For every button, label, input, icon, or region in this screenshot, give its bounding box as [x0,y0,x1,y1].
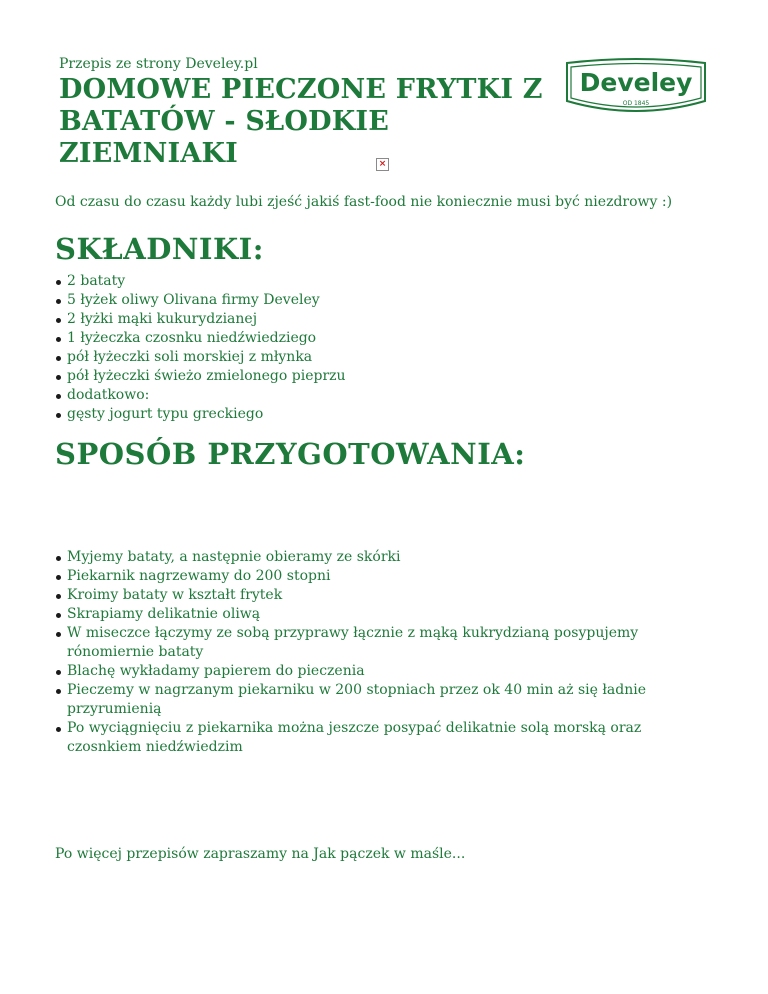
recipe-title-line2: BATATÓW - SŁODKIE ZIEMNIAKI [59,106,389,169]
ingredients-heading: SKŁADNIKI: [55,232,264,266]
list-item: 5 łyżek oliwy Olivana firmy Develey [55,291,475,310]
recipe-title [59,74,559,170]
list-item: Pieczemy w nagrzanym piekarniku w 200 stopniach przez ok 40 min aż się ładnie przyrumienią [55,681,655,719]
broken-image-icon: × [376,158,389,171]
recipe-title-line1: DOMOWE PIECZONE FRYTKI Z [59,74,543,105]
list-item: W miseczce łączymy ze sobą przyprawy łącznie z mąką kukrydzianą posypujemy rónomiernie bataty [55,624,655,662]
list-item: 2 łyżki mąki kukurydzianej [55,310,475,329]
preparation-steps [55,548,655,757]
develey-logo [563,57,709,119]
footer-text: Po więcej przepisów zapraszamy na Jak pączek w maśle... [55,846,466,862]
intro-text: Od czasu do czasu każdy lubi zjeść jakiś fast-food nie koniecznie musi być niezdrowy :) [55,194,673,210]
source-line: Przepis ze strony Develey.pl [59,56,258,72]
ingredients-list [55,272,475,424]
logo-tagline: OD 1845 [622,100,650,107]
list-item: Piekarnik nagrzewamy do 200 stopni [55,567,655,586]
list-item: 2 bataty [55,272,475,291]
list-item: dodatkowo: [55,386,475,405]
list-item: Kroimy bataty w kształt frytek [55,586,655,605]
list-item: Blachę wykładamy papierem do pieczenia [55,662,655,681]
list-item: pół łyżeczki świeżo zmielonego pieprzu [55,367,475,386]
preparation-heading: SPOSÓB PRZYGOTOWANIA: [55,437,526,471]
list-item: Myjemy bataty, a następnie obieramy ze skórki [55,548,655,567]
list-item: pół łyżeczki soli morskiej z młynka [55,348,475,367]
recipe-header [59,55,559,170]
logo-brand: Develey [579,68,693,97]
list-item: Po wyciągnięciu z piekarnika można jeszcze posypać delikatnie solą morską oraz czosnkiem niedźwiedzim [55,719,655,757]
list-item: 1 łyżeczka czosnku niedźwiedziego [55,329,475,348]
list-item: Skrapiamy delikatnie oliwą [55,605,655,624]
list-item: gęsty jogurt typu greckiego [55,405,475,424]
